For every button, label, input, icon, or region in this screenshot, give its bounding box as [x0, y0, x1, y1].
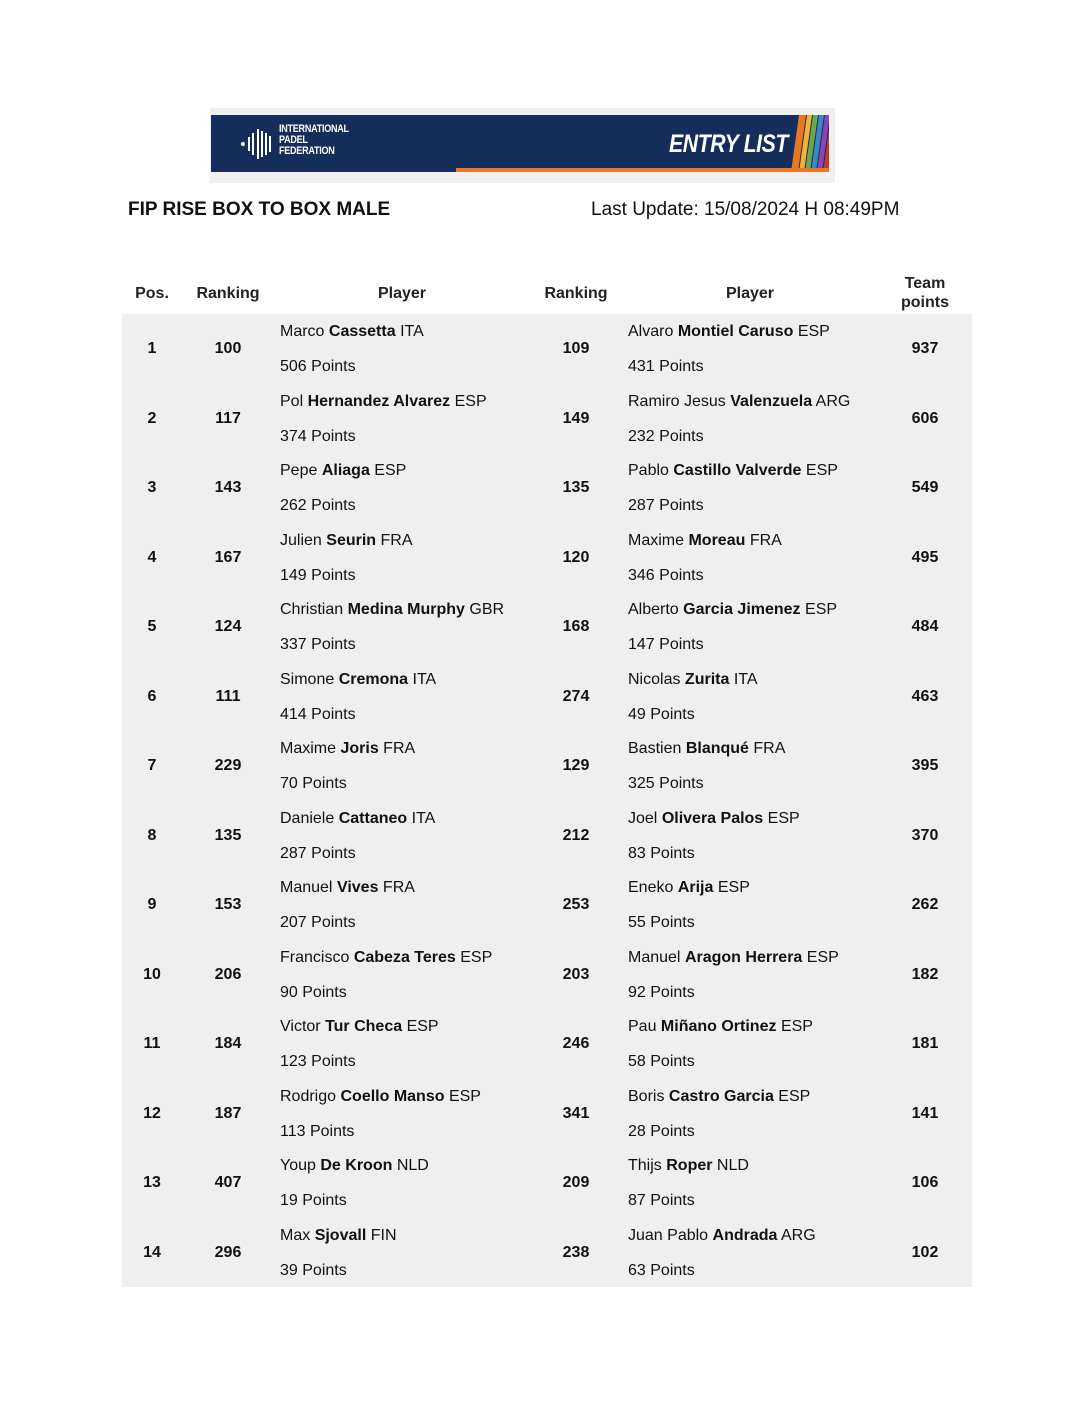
player1-first-name: Christian — [280, 601, 344, 618]
player2-first-name: Joel — [628, 809, 658, 827]
player2-name — [628, 1088, 810, 1106]
player1-points: 70 Points — [280, 775, 347, 792]
player1-last-name: Sjovall — [314, 1226, 367, 1244]
player1-last-name: Vives — [336, 879, 379, 896]
color-stripes-icon — [777, 115, 829, 172]
player1-nationality: FIN — [370, 1226, 397, 1244]
entry-table-body — [122, 314, 972, 1287]
player1-ranking: 143 — [214, 479, 242, 496]
player2-last-name: Olivera Palos — [661, 809, 764, 827]
player2-name — [628, 1018, 813, 1036]
player2-ranking: 135 — [562, 479, 590, 496]
player1-first-name: Francisco — [280, 948, 350, 966]
team-points: 495 — [911, 548, 939, 566]
player2-last-name: Valenzuela — [730, 392, 813, 410]
player1-points: 506 Points — [280, 358, 356, 375]
player2-first-name: Bastien — [628, 740, 682, 757]
player1-name — [280, 323, 424, 341]
player2-nationality: ESP — [717, 879, 750, 896]
player1-ranking: 100 — [214, 340, 242, 357]
table-row — [122, 314, 972, 384]
player2-name — [628, 810, 800, 828]
player1-points: 337 Points — [280, 636, 356, 653]
player1-nationality: ESP — [374, 462, 407, 479]
player1-last-name: Cattaneo — [338, 809, 408, 827]
player2-points: 325 Points — [628, 775, 704, 792]
position: 3 — [147, 479, 157, 496]
player2-nationality: ESP — [806, 948, 839, 966]
table-row — [122, 592, 972, 662]
player1-name — [280, 532, 413, 550]
player2-ranking: 253 — [562, 896, 590, 913]
player1-first-name: Manuel — [280, 879, 333, 896]
player2-last-name: Blanqué — [685, 740, 749, 757]
col-team-points — [878, 274, 972, 312]
player1-first-name: Victor — [280, 1018, 321, 1035]
player1-ranking: 296 — [214, 1243, 242, 1261]
player2-name — [628, 671, 758, 689]
player1-ranking: 124 — [214, 618, 242, 635]
col-ranking-1: Ranking — [196, 285, 260, 302]
table-row — [122, 870, 972, 940]
player1-ranking: 111 — [215, 687, 241, 705]
player2-ranking: 149 — [562, 409, 590, 427]
player2-ranking: 274 — [562, 687, 590, 705]
player1-nationality: GBR — [469, 601, 505, 618]
player2-ranking: 203 — [562, 965, 590, 983]
player1-name — [280, 601, 504, 619]
player2-ranking: 212 — [562, 826, 590, 844]
player1-last-name: De Kroon — [320, 1157, 393, 1174]
player2-first-name: Maxime — [628, 531, 685, 549]
banner-title: ENTRY LIST — [669, 130, 788, 158]
banner-underline — [456, 168, 829, 172]
player1-name — [280, 879, 415, 897]
team-points: 463 — [911, 687, 939, 705]
player2-ranking: 120 — [562, 548, 590, 566]
player1-ranking: 407 — [214, 1174, 242, 1191]
player2-first-name: Ramiro Jesus — [628, 392, 726, 410]
player2-name — [628, 323, 830, 341]
team-points: 182 — [911, 965, 939, 983]
player1-points: 123 Points — [280, 1053, 356, 1070]
player2-first-name: Boris — [628, 1087, 665, 1105]
player2-name — [628, 393, 850, 411]
player2-first-name: Manuel — [628, 948, 681, 966]
player2-points: 431 Points — [628, 358, 704, 375]
player1-first-name: Daniele — [280, 809, 335, 827]
player2-points: 83 Points — [628, 844, 695, 862]
player1-nationality: FRA — [382, 879, 415, 896]
team-points: 141 — [911, 1104, 939, 1122]
table-row — [122, 1148, 972, 1218]
player1-ranking: 167 — [214, 548, 242, 566]
player1-points: 149 Points — [280, 566, 356, 584]
player2-first-name: Alberto — [628, 601, 679, 618]
position: 14 — [143, 1243, 161, 1261]
player1-points: 287 Points — [280, 844, 356, 862]
team-points: 606 — [911, 409, 939, 427]
player2-points: 49 Points — [628, 705, 695, 723]
player1-nationality: FRA — [383, 740, 416, 757]
org-name-line: INTERNATIONAL — [279, 123, 349, 135]
player2-points: 55 Points — [628, 914, 695, 931]
player2-points: 346 Points — [628, 566, 704, 584]
player2-ranking: 129 — [562, 757, 590, 774]
position: 10 — [143, 965, 161, 983]
player2-first-name: Nicolas — [628, 670, 681, 688]
player2-first-name: Thijs — [628, 1157, 662, 1174]
player2-ranking: 246 — [562, 1035, 590, 1052]
player2-points: 92 Points — [628, 983, 695, 1001]
player1-last-name: Cremona — [338, 670, 409, 688]
player1-nationality: ESP — [460, 948, 493, 966]
player1-last-name: Tur Checa — [325, 1018, 403, 1035]
player1-points: 19 Points — [280, 1192, 347, 1209]
player1-last-name: Cassetta — [328, 323, 396, 340]
player2-last-name: Andrada — [712, 1226, 778, 1244]
col-pos: Pos. — [135, 285, 169, 302]
banner-bar — [211, 115, 829, 172]
player1-last-name: Seurin — [326, 531, 377, 549]
player1-points: 262 Points — [280, 497, 356, 514]
col-player-1: Player — [377, 285, 427, 302]
col-points-label: points — [901, 294, 949, 311]
player1-ranking: 229 — [214, 757, 242, 774]
player2-ranking: 168 — [562, 618, 590, 635]
position: 8 — [147, 826, 157, 844]
player1-nationality: NLD — [396, 1157, 429, 1174]
player2-nationality: ESP — [797, 323, 830, 340]
player1-nationality: ITA — [411, 809, 436, 827]
player2-first-name: Juan Pablo — [628, 1226, 709, 1244]
org-name-line: PADEL — [279, 134, 308, 146]
table-row — [122, 731, 972, 801]
team-points: 262 — [911, 896, 939, 913]
player2-points: 63 Points — [628, 1261, 695, 1279]
position: 5 — [147, 618, 157, 635]
player1-points: 39 Points — [280, 1261, 347, 1279]
table-row — [122, 384, 972, 454]
team-points: 102 — [911, 1243, 939, 1261]
player1-ranking: 187 — [214, 1104, 242, 1122]
player1-first-name: Rodrigo — [280, 1087, 337, 1105]
player1-ranking: 206 — [214, 965, 242, 983]
player2-ranking: 209 — [562, 1174, 590, 1191]
player2-points: 28 Points — [628, 1122, 695, 1140]
player1-ranking: 184 — [214, 1035, 242, 1052]
player1-nationality: ESP — [454, 392, 487, 410]
position: 9 — [147, 896, 157, 913]
team-points: 484 — [911, 618, 939, 635]
player1-last-name: Joris — [340, 740, 379, 757]
player1-last-name: Cabeza Teres — [353, 948, 456, 966]
player2-first-name: Pau — [628, 1018, 657, 1035]
player2-name — [628, 949, 839, 967]
player1-name — [280, 949, 492, 967]
table-row — [122, 662, 972, 732]
player1-nationality: ITA — [400, 323, 424, 340]
position: 4 — [147, 548, 157, 566]
player2-nationality: ESP — [805, 462, 838, 479]
player1-first-name: Julien — [280, 531, 322, 549]
team-points: 370 — [911, 826, 939, 844]
player1-ranking: 135 — [214, 826, 242, 844]
table-row — [122, 1079, 972, 1149]
player1-nationality: ESP — [406, 1018, 439, 1035]
team-points: 181 — [911, 1035, 939, 1052]
player2-last-name: Castro Garcia — [668, 1087, 774, 1105]
player2-ranking: 238 — [562, 1243, 590, 1261]
player1-last-name: Aliaga — [321, 462, 370, 479]
player1-points: 414 Points — [280, 705, 356, 723]
player2-last-name: Zurita — [684, 670, 730, 688]
player2-nationality: ARG — [780, 1226, 816, 1244]
player1-first-name: Max — [280, 1226, 311, 1244]
player2-name — [628, 532, 782, 550]
player1-first-name: Pepe — [280, 462, 318, 479]
player1-nationality: ITA — [412, 670, 437, 688]
player1-first-name: Maxime — [280, 740, 337, 757]
player2-name — [628, 601, 837, 619]
player1-last-name: Medina Murphy — [347, 601, 465, 618]
player2-name — [628, 879, 750, 897]
player2-first-name: Eneko — [628, 879, 674, 896]
player2-nationality: ITA — [733, 670, 758, 688]
player1-name — [280, 1018, 439, 1036]
player2-last-name: Castillo Valverde — [673, 462, 802, 479]
col-player-2: Player — [725, 285, 775, 302]
player2-nationality: FRA — [749, 531, 782, 549]
last-update: Last Update: 15/08/2024 H 08:49PM — [591, 199, 900, 220]
position: 2 — [147, 409, 157, 427]
player2-last-name: Montiel Caruso — [677, 323, 794, 340]
player1-last-name: Coello Manso — [340, 1087, 445, 1105]
player1-points: 374 Points — [280, 427, 356, 445]
player1-name — [280, 740, 415, 758]
player2-nationality: FRA — [753, 740, 786, 757]
position: 7 — [147, 757, 157, 774]
player2-points: 58 Points — [628, 1053, 695, 1070]
position: 6 — [147, 687, 157, 705]
player2-last-name: Garcia Jimenez — [683, 601, 801, 618]
player1-first-name: Marco — [280, 323, 325, 340]
player2-last-name: Roper — [666, 1157, 713, 1174]
position: 12 — [143, 1104, 161, 1122]
player1-name — [280, 1157, 429, 1175]
table-row — [122, 453, 972, 523]
player2-last-name: Miñano Ortinez — [660, 1018, 777, 1035]
position: 13 — [143, 1174, 161, 1191]
team-points: 106 — [911, 1174, 939, 1191]
player2-last-name: Arija — [677, 879, 714, 896]
org-name-line: FEDERATION — [279, 145, 335, 157]
table-row — [122, 940, 972, 1010]
position: 1 — [147, 340, 157, 357]
player1-points: 207 Points — [280, 914, 356, 931]
table-header — [122, 272, 972, 314]
player1-points: 113 Points — [280, 1122, 355, 1140]
col-team-label: Team — [904, 275, 946, 292]
tournament-title: FIP RISE BOX TO BOX MALE — [128, 199, 391, 220]
player2-nationality: NLD — [716, 1157, 749, 1174]
team-points: 549 — [911, 479, 939, 496]
player1-nationality: ESP — [448, 1087, 481, 1105]
player2-nationality: ESP — [805, 601, 838, 618]
player2-name — [628, 740, 785, 758]
org-name — [279, 124, 349, 157]
player1-name — [280, 393, 487, 411]
table-row — [122, 1218, 972, 1288]
header-banner — [210, 108, 835, 183]
player2-name — [628, 1227, 816, 1245]
player1-ranking: 153 — [214, 896, 242, 913]
player2-last-name: Moreau — [688, 531, 746, 549]
player1-name — [280, 1227, 397, 1245]
player1-name — [280, 810, 435, 828]
player2-points: 87 Points — [628, 1192, 695, 1209]
player1-last-name: Hernandez Alvarez — [307, 392, 451, 410]
position: 11 — [143, 1035, 161, 1052]
player2-nationality: ESP — [767, 809, 800, 827]
player1-first-name: Pol — [280, 392, 304, 410]
player1-ranking: 117 — [215, 409, 241, 427]
col-ranking-2: Ranking — [544, 285, 608, 302]
player2-last-name: Aragon Herrera — [684, 948, 803, 966]
player1-first-name: Simone — [280, 670, 335, 688]
player2-points: 147 Points — [628, 636, 704, 653]
table-row — [122, 523, 972, 593]
player1-points: 90 Points — [280, 983, 347, 1001]
player2-nationality: ESP — [778, 1087, 811, 1105]
player2-first-name: Alvaro — [628, 323, 674, 340]
player1-name — [280, 671, 436, 689]
table-row — [122, 1009, 972, 1079]
player2-name — [628, 1157, 749, 1175]
player1-name — [280, 462, 406, 480]
table-row — [122, 801, 972, 871]
player1-nationality: FRA — [380, 531, 413, 549]
player1-name — [280, 1088, 481, 1106]
player1-first-name: Youp — [280, 1157, 316, 1174]
player2-name — [628, 462, 838, 480]
player2-nationality: ARG — [815, 392, 851, 410]
team-points: 937 — [911, 340, 939, 357]
player2-first-name: Pablo — [628, 462, 669, 479]
player2-points: 232 Points — [628, 427, 704, 445]
team-points: 395 — [911, 757, 939, 774]
player2-points: 287 Points — [628, 497, 704, 514]
player2-ranking: 341 — [562, 1104, 590, 1122]
player2-nationality: ESP — [780, 1018, 813, 1035]
player2-ranking: 109 — [562, 340, 590, 357]
